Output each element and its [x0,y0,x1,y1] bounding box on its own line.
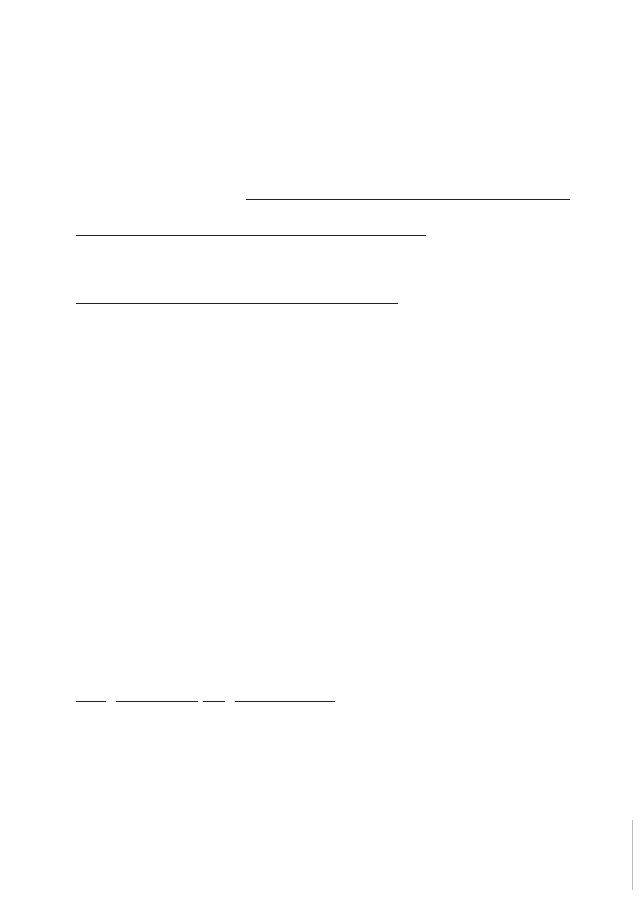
month-blank[interactable] [116,701,198,702]
scan-artifact [632,820,633,890]
attachment-lines [76,0,586,680]
footer-row [76,691,341,707]
day-blank[interactable] [76,701,106,702]
signature-blank[interactable] [235,701,335,702]
year-blank[interactable] [203,701,225,702]
